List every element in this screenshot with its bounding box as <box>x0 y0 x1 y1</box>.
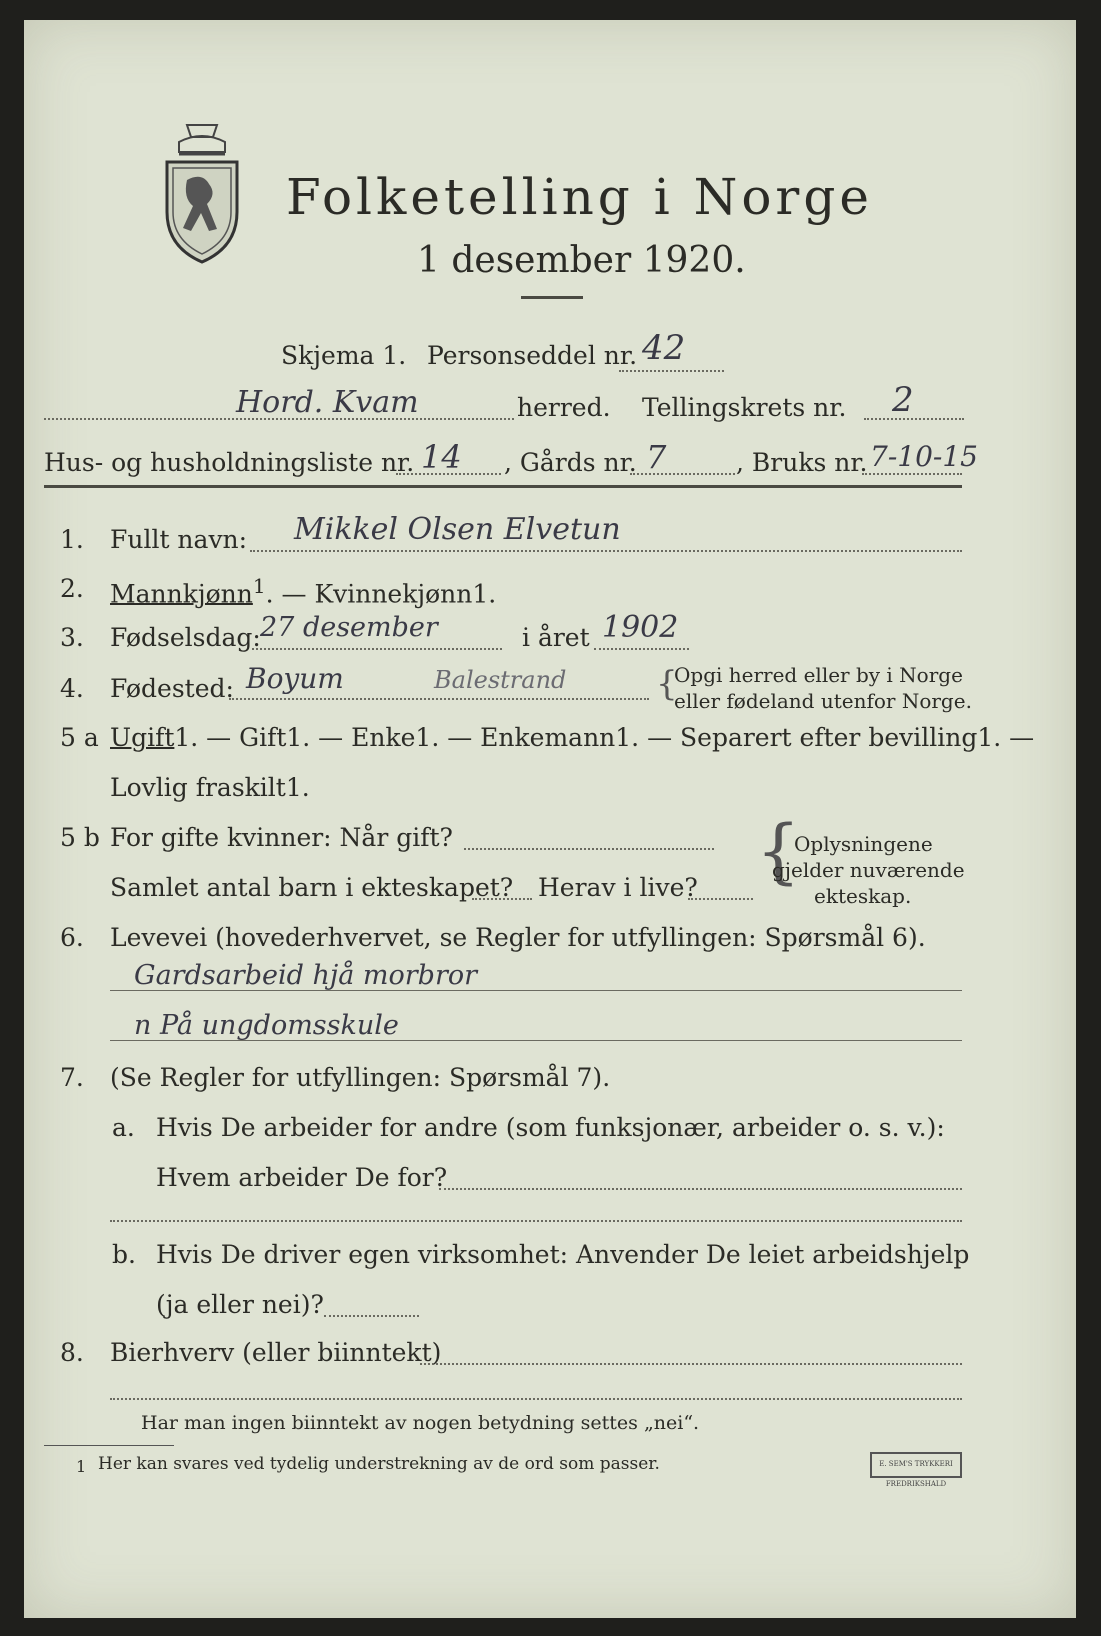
option-ugift[interactable]: Ugift <box>110 723 175 752</box>
q5b-brace: { <box>756 810 801 892</box>
tellingskrets-label: Tellingskrets nr. <box>642 393 847 422</box>
occupation-value-1[interactable]: Gardsarbeid hjå morbror <box>134 960 478 991</box>
personseddel-label: Personseddel nr. <box>427 341 638 370</box>
q7b-letter: b. <box>112 1240 136 1269</box>
personseddel-value[interactable]: 42 <box>642 328 686 368</box>
q5b-note-3: ekteskap. <box>814 884 912 908</box>
q3-year-label: i året <box>522 623 590 652</box>
birth-year-value[interactable]: 1902 <box>602 610 679 645</box>
herred-value[interactable]: Hord. Kvam <box>236 385 419 420</box>
q2-options: Mannkjønn$^1$. — Kvinnekjønn1. <box>110 574 497 609</box>
herred-label: herred. <box>517 393 611 422</box>
header-divider <box>44 485 962 488</box>
coat-of-arms-icon <box>157 120 247 270</box>
q7b-text: Hvis De driver egen virksomhet: Anvender De leiet arbeidshjelp <box>156 1240 970 1269</box>
q4-note-1: Opgi herred eller by i Norge <box>674 663 963 687</box>
q6-number: 6. <box>60 923 84 952</box>
birthplace-value-2[interactable]: Balestrand <box>434 666 567 694</box>
q7a-text: Hvis De arbeider for andre (som funksjonær, arbeider o. s. v.): <box>156 1113 945 1142</box>
q4-brace: { <box>656 664 678 704</box>
q3-label: Fødselsdag: <box>110 623 261 652</box>
q2-number: 2. <box>60 574 84 603</box>
q8-number: 8. <box>60 1338 84 1367</box>
q5b-note-2: gjelder nuværende <box>772 858 965 882</box>
full-name-value[interactable]: Mikkel Olsen Elvetun <box>294 512 621 547</box>
q5a-number: 5 a <box>60 723 99 752</box>
title-divider <box>521 296 583 299</box>
footnote-number: 1 <box>76 1457 87 1476</box>
footnote-text: Her kan svares ved tydelig understrekning av de ord som passer. <box>98 1454 660 1474</box>
q1-number: 1. <box>60 525 84 554</box>
bruks-label: , Bruks nr. <box>736 448 868 477</box>
q8-note: Har man ingen biinntekt av nogen betydning settes „nei“. <box>141 1412 700 1434</box>
q1-label: Fullt navn: <box>110 525 248 554</box>
bruks-value[interactable]: 7-10-15 <box>870 440 978 473</box>
q5a-option-fraskilt[interactable]: Lovlig fraskilt1. <box>110 773 310 802</box>
q7b-question: (ja eller nei)? <box>156 1290 324 1319</box>
q5b-number: 5 b <box>60 823 100 852</box>
q5a-options: Ugift1. — Gift1. — Enke1. — Enkemann1. — Separert efter bevilling1. — <box>110 723 1035 752</box>
q4-note-2: eller fødeland utenfor Norge. <box>674 689 972 713</box>
birthplace-value[interactable]: Boyum <box>246 662 344 695</box>
q3-number: 3. <box>60 623 84 652</box>
q7-label: (Se Regler for utfyllingen: Spørsmål 7). <box>110 1063 611 1092</box>
q4-number: 4. <box>60 674 84 703</box>
form-title: Folketelling i Norge <box>286 168 873 226</box>
q7-number: 7. <box>60 1063 84 1092</box>
tellingskrets-value[interactable]: 2 <box>892 380 914 420</box>
q5b-label-1: For gifte kvinner: Når gift? <box>110 823 453 852</box>
q7a-letter: a. <box>112 1113 135 1142</box>
husholdningsliste-value[interactable]: 14 <box>421 438 462 476</box>
printer-stamp: E. SEM'S TRYKKERI FREDRIKSHALD <box>870 1452 962 1478</box>
husholdningsliste-label: Hus- og husholdningsliste nr. <box>44 448 415 477</box>
q8-label: Bierhverv (eller biinntekt) <box>110 1338 442 1367</box>
q4-label: Fødested: <box>110 674 234 703</box>
census-form <box>24 20 1076 1618</box>
skjema-label: Skjema 1. <box>281 341 407 370</box>
q5b-label-3: Herav i live? <box>538 873 698 902</box>
gards-label: , Gårds nr. <box>504 448 637 477</box>
q6-label: Levevei (hovederhvervet, se Regler for utfyllingen: Spørsmål 6). <box>110 923 926 952</box>
census-date: 1 desember 1920. <box>417 240 746 281</box>
gards-value[interactable]: 7 <box>646 438 667 476</box>
q7a-question: Hvem arbeider De for? <box>156 1163 448 1192</box>
q5b-label-2: Samlet antal barn i ekteskapet? <box>110 873 514 902</box>
option-mannkjonn[interactable]: Mannkjønn <box>110 579 253 609</box>
q5b-note-1: Oplysningene <box>794 832 933 856</box>
occupation-value-2[interactable]: n På ungdomsskule <box>134 1010 399 1041</box>
birthday-value[interactable]: 27 desember <box>260 612 438 643</box>
option-kvinnekjonn[interactable]: Kvinnekjønn <box>314 579 473 609</box>
